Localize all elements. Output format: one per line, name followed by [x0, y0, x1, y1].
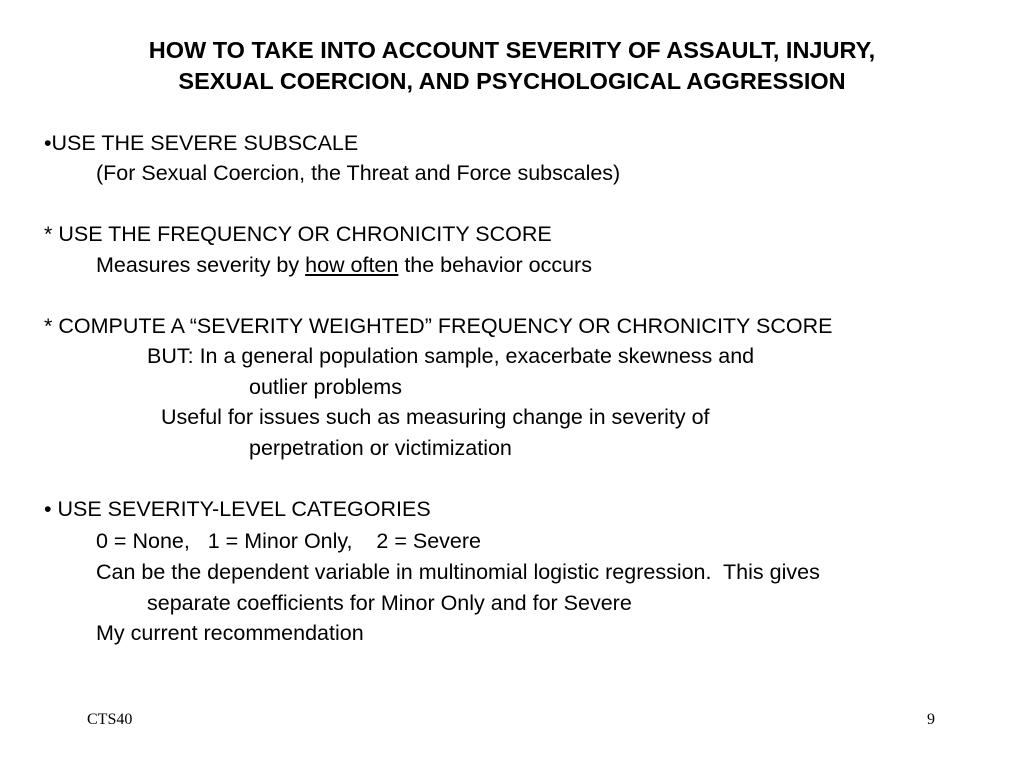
section4-recommendation: My current recommendation — [96, 621, 364, 645]
title-line-1: HOW TO TAKE INTO ACCOUNT SEVERITY OF ASSAULT, INJURY, — [148, 37, 876, 63]
section4-regression-line2: separate coefficients for Minor Only and for Severe — [147, 591, 632, 615]
section2-sub-before: Measures severity by — [96, 253, 306, 277]
section3-useful-line2: perpetration or victimization — [249, 436, 512, 460]
footer-label: CTS40 — [87, 711, 133, 728]
section4-heading: • USE SEVERITY-LEVEL CATEGORIES — [44, 497, 431, 521]
section2-sub-after: the behavior occurs — [398, 253, 592, 277]
slide-title — [0, 35, 1024, 97]
section4-regression-line1: Can be the dependent variable in multinomial logistic regression. This gives — [96, 560, 820, 584]
section3-but-line2: outlier problems — [249, 375, 402, 399]
section3-but-line1: BUT: In a general population sample, exacerbate skewness and — [147, 344, 755, 368]
section3-heading: * COMPUTE A “SEVERITY WEIGHTED” FREQUENCY OR CHRONICITY SCORE — [44, 314, 833, 338]
section1-heading: •USE THE SEVERE SUBSCALE — [44, 131, 359, 155]
section2-sub-underlined: how often — [305, 253, 399, 277]
section2-heading: * USE THE FREQUENCY OR CHRONICITY SCORE — [44, 222, 552, 246]
section2-sub — [96, 252, 592, 278]
page-number: 9 — [927, 711, 935, 728]
title-line-2: SEXUAL COERCION, AND PSYCHOLOGICAL AGGRESSION — [178, 68, 846, 94]
section3-useful-line1: Useful for issues such as measuring change in severity of — [161, 405, 710, 429]
section1-sub: (For Sexual Coercion, the Threat and Force subscales) — [96, 161, 621, 185]
section4-categories: 0 = None, 1 = Minor Only, 2 = Severe — [96, 529, 482, 553]
